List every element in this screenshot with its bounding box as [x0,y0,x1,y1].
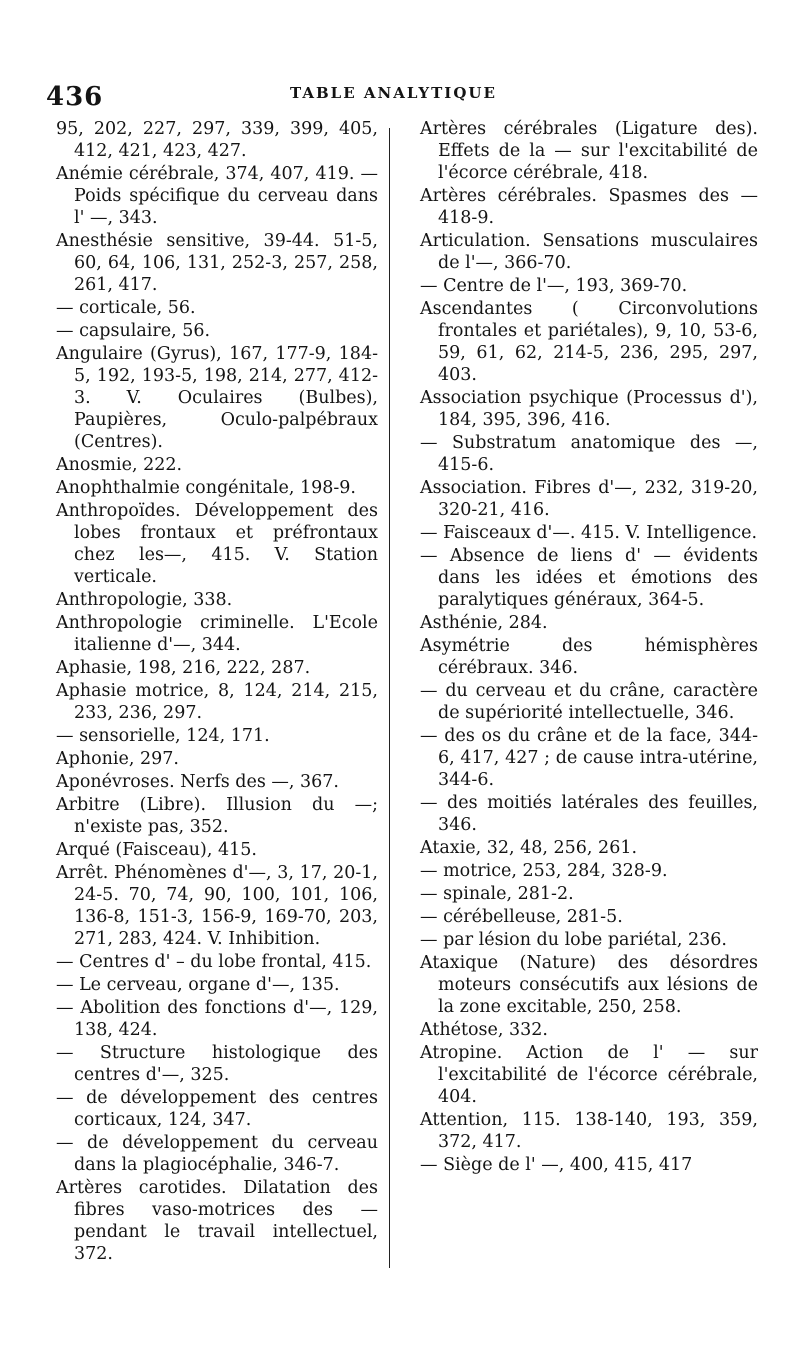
index-entry: — des moitiés latérales des feuilles, 346. [420,793,758,835]
index-entry: — motrice, 253, 284, 328-9. [420,861,668,881]
index-entry: — Faisceaux d'—. 415. V. Intelligence. [420,523,758,543]
index-entry: Anophthalmie congénitale, 198-9. [56,478,356,498]
index-entry: Anthropologie, 338. [56,590,233,610]
index-entry: 95, 202, 227, 297, 339, 399, 405, 412, 421, 423, 427. [56,119,378,161]
index-entry: — corticale, 56. [56,298,196,318]
index-column-left [56,118,378,1266]
index-entry: — de développement du cerveau dans la plagiocéphalie, 346-7. [56,1133,378,1175]
index-entry: Aphonie, 297. [56,749,179,769]
index-entry: Association. Fibres d'—, 232, 319-20, 320-21, 416. [420,478,758,520]
page-number: 436 [46,82,104,112]
index-entry: — cérébelleuse, 281-5. [420,907,623,927]
index-entry: Ascendantes ( Circonvolutions frontales et pariétales), 9, 10, 53-6, 59, 61, 62, 214-5, 236, 295, 297, 403. [420,299,758,385]
column-divider [389,128,390,1268]
index-entry: — Centre de l'—, 193, 369-70. [420,276,688,296]
index-entry: Arbitre (Libre). Illusion du —; n'existe pas, 352. [56,795,378,837]
index-entry: Ataxique (Nature) des désordres moteurs consécutifs aux lésions de la zone excitable, 250, 258. [420,953,758,1017]
index-entry: — des os du crâne et de la face, 344-6, 417, 427 ; de cause intra-utérine, 344-6. [420,726,758,790]
index-column-right [420,118,758,1177]
index-entry: — par lésion du lobe pariétal, 236. [420,930,727,950]
index-entry: Artères carotides. Dilatation des fibres vaso-motrices des — pendant le travail intellectuel, 372. [56,1178,378,1264]
index-entry: Artères cérébrales (Ligature des). Effets de la — sur l'excitabilité de l'écorce cérébrale, 418. [420,119,758,183]
index-entry: Atropine. Action de l' — sur l'excitabilité de l'écorce cérébrale, 404. [420,1043,758,1107]
index-entry: — de développement des centres corticaux, 124, 347. [56,1088,378,1130]
index-entry: Anthropologie criminelle. L'Ecole italienne d'—, 344. [56,613,378,655]
index-entry: Association psychique (Processus d'), 184, 395, 396, 416. [420,388,758,430]
index-entry: — du cerveau et du crâne, caractère de supériorité intellectuelle, 346. [420,681,758,723]
index-entry: Anémie cérébrale, 374, 407, 419. — Poids spécifique du cerveau dans l' —, 343. [56,164,378,228]
index-entry: — Absence de liens d' — évidents dans les idées et émotions des paralytiques généraux, 364-5. [420,546,758,610]
index-entry: — Structure histologique des centres d'—, 325. [56,1043,378,1085]
index-entry: — Centres d' – du lobe frontal, 415. [56,952,372,972]
index-entry: Ataxie, 32, 48, 256, 261. [420,838,638,858]
index-entry: — Siège de l' —, 400, 415, 417 [420,1155,693,1175]
index-entry: — spinale, 281-2. [420,884,574,904]
index-entry: Attention, 115. 138-140, 193, 359, 372, 417. [420,1110,758,1152]
index-entry: Arqué (Faisceau), 415. [56,840,257,860]
index-entry: — Le cerveau, organe d'—, 135. [56,975,340,995]
index-entry: Asthénie, 284. [420,613,548,633]
running-head: TABLE ANALYTIQUE [290,84,497,102]
index-entry: Athétose, 332. [420,1020,548,1040]
index-entry: Articulation. Sensations musculaires de l'—, 366-70. [420,231,758,273]
index-entry: Aphasie, 198, 216, 222, 287. [56,658,311,678]
index-entry: Angulaire (Gyrus), 167, 177-9, 184-5, 192, 193-5, 198, 214, 277, 412-3. V. Oculaires (Bulbes), Paupières, Oculo-palpébraux (Centres). [56,344,378,452]
index-entry: — sensorielle, 124, 171. [56,726,270,746]
index-entry: Aphasie motrice, 8, 124, 214, 215, 233, 236, 297. [56,681,378,723]
index-entry: Anosmie, 222. [56,455,183,475]
index-entry: Aponévroses. Nerfs des —, 367. [56,772,339,792]
index-entry: Anthropoïdes. Développement des lobes frontaux et préfrontaux chez les—, 415. V. Station verticale. [56,501,378,587]
index-entry: Arrêt. Phénomènes d'—, 3, 17, 20-1, 24-5. 70, 74, 90, 100, 101, 106, 136-8, 151-3, 156-9, 169-70, 203, 271, 283, 424. V. Inhibition. [56,863,378,949]
index-entry: Artères cérébrales. Spasmes des — 418-9. [420,186,758,228]
index-entry: — Abolition des fonctions d'—, 129, 138, 424. [56,998,378,1040]
index-entry: Asymétrie des hémisphères cérébraux. 346. [420,636,758,678]
index-entry: — capsulaire, 56. [56,321,211,341]
index-entry: — Substratum anatomique des —, 415-6. [420,433,758,475]
index-entry: Anesthésie sensitive, 39-44. 51-5, 60, 64, 106, 131, 252-3, 257, 258, 261, 417. [56,231,378,295]
